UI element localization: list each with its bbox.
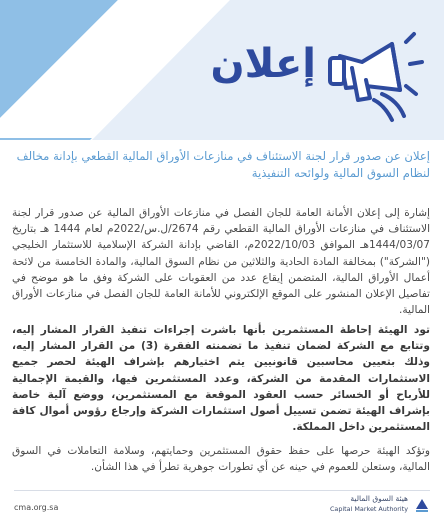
- banner-edge: [0, 138, 92, 140]
- cma-logo: [329, 494, 432, 518]
- logo-text-arabic: هيئة السوق المالية: [350, 494, 408, 503]
- headline: إعلان عن صدور قرار لجنة الاستئناف في منازعات الأوراق المالية القطعي بإدانة مخالف لنظام السوق المالية ولوائحه التنفيذية: [16, 149, 430, 180]
- footer: [0, 490, 444, 524]
- logo-text-english: Capital Market Authority: [329, 505, 408, 513]
- banner-title: إعلان: [210, 41, 316, 87]
- paragraph-2: تود الهيئة إحاطة المستثمرين بأنها باشرت إجراءات تنفيذ القرار المشار إليه، وتتابع مع الشركة لضمان تنفيذ ما تضمنته الفقرة (3) من القرار المشار إليه، وذلك بتعيين محاسبين قانونيين يتم اختيارهم بإشراف الهيئة لحصر جميع الاستثمارات المقدمة من الشركة، وعدد المستثمرين فيها، والقيمة الإجمالية للأرباح أو الخسائر حسب العقود الموقعة مع المستثمرين، ووضع آلية خاصة بإشراف الهيئة تضمن تسييل أصول استثمارات الشركة وإرجاع رؤوس أموال كافة المستثمرين داخل المملكة.: [12, 324, 430, 434]
- megaphone-icon: [322, 28, 426, 124]
- website-link[interactable]: cma.org.sa: [14, 503, 59, 512]
- paragraph-1: إشارة إلى إعلان الأمانة العامة للجان الفصل في منازعات الأوراق المالية عن صدور قرار لجنة الاستئناف في منازعات الأوراق المالية القطعي رقم 2674/ل.س/2022م لعام 1444 هـ بتاريخ 1444/03/07هـ الموافق 2022/10/03م، القاضي بإدانة الشركة الإسلامية للاستثمار الخليجي ("الشركة") بمخالفة المادة الحادية والثلاثين من نظام السوق المالية، والمادة الخامسة من لائحة أعمال الأوراق المالية، المتضمن إيقاع عدد من العقوبات على الشركة وفق ما هو موضح في تفاصيل الإعلان المنشور على الموقع الإلكتروني للأمانة العامة للجان الفصل في منازعات الأوراق المالية.: [12, 207, 431, 317]
- paragraph-3: وتؤكد الهيئة حرصها على حفظ حقوق المستثمرين وحمايتهم، وسلامة التعاملات في السوق المالية، وستعلن للعموم في حينه عن أي تطورات جوهرية تطرأ في هذا الشأن.: [12, 445, 430, 474]
- banner: [0, 0, 444, 150]
- cma-logo-mark-icon: [412, 495, 432, 515]
- footer-divider: [14, 490, 430, 491]
